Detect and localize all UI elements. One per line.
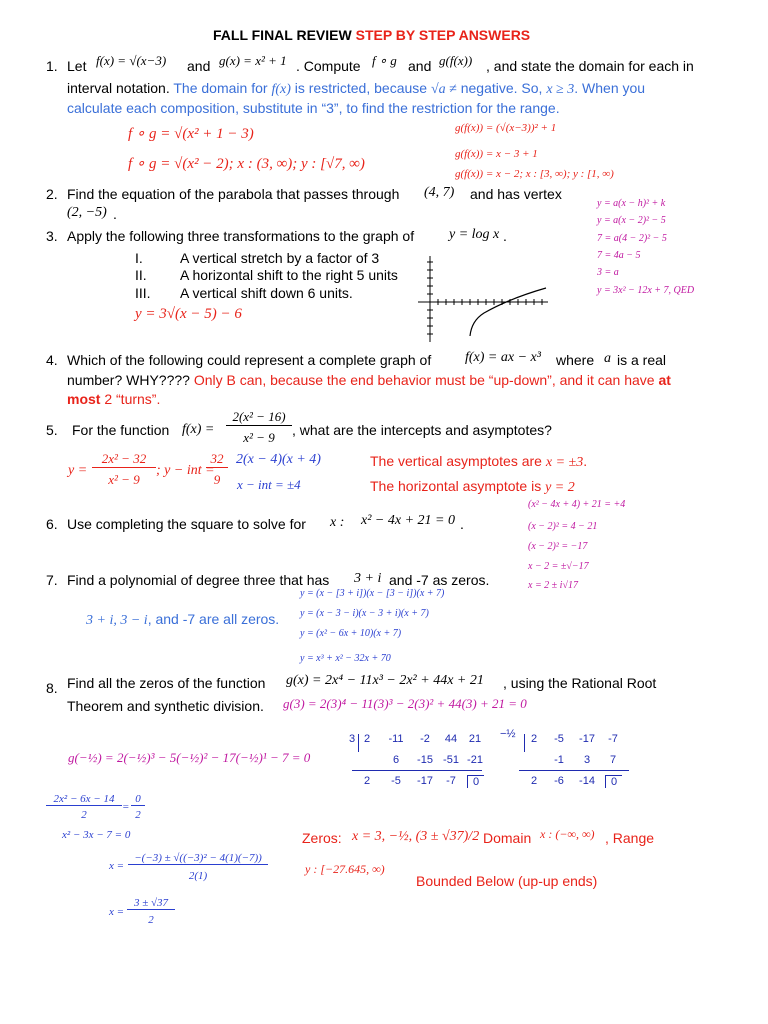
- q4-most: most: [67, 391, 101, 407]
- q5-yint-denominator: 9: [213, 472, 221, 487]
- q2-work-1: y = a(x − 2)² − 5: [597, 215, 666, 226]
- q7-work-2: y = (x² − 6x + 10)(x + 7): [300, 628, 402, 639]
- q7-work-0: y = (x − [3 + i])(x − [3 − i])(x + 7): [300, 588, 445, 599]
- q3-dot: .: [503, 228, 507, 244]
- q7-zero-2: , 3 − i: [113, 613, 148, 628]
- q1-line2-c: f(x): [271, 82, 291, 97]
- syn2-r1-3: -7: [608, 733, 618, 745]
- q8-function: g(x) = 2x⁴ − 11x³ − 2x² + 44x + 21: [286, 673, 484, 688]
- q5-horizontal-asymptote: [370, 478, 575, 496]
- q5-number: 5.: [46, 422, 58, 438]
- q5-va-text: The vertical asymptotes are: [370, 453, 542, 469]
- q1-gwork3: g(f(x)) = x − 2; x : [3, ∞); y : [1, ∞): [455, 168, 614, 180]
- q1-line2: [67, 80, 645, 98]
- title-main: FALL FINAL REVIEW: [213, 27, 356, 43]
- q8-quad-numerator: 2x² − 6x − 14: [46, 793, 122, 806]
- q8-number: 8.: [46, 680, 58, 696]
- q8-quad2: x² − 3x − 7 = 0: [62, 829, 131, 841]
- q4-line3: [67, 391, 160, 407]
- q2-work-3: 7 = 4a − 5: [597, 250, 641, 261]
- q8-qf-denominator: 2(1): [188, 870, 208, 882]
- q3-item-2: A horizontal shift to the right 5 units: [180, 267, 398, 283]
- q8-qf-lhs: x =: [109, 860, 125, 872]
- q8-quad-rhs-denominator: 2: [135, 809, 141, 821]
- q1-number: 1.: [46, 58, 58, 74]
- q2-work-0: y = a(x − h)² + k: [597, 198, 666, 209]
- q2-vertex-value: (2, −5): [67, 205, 107, 220]
- q1-line2-b: The domain for: [173, 80, 268, 96]
- syn1-root: 3: [349, 733, 356, 745]
- q4-text: Which of the following could represent a complete graph of: [67, 352, 432, 368]
- q1-line3: calculate each composition, substitute in “3”, to find the restriction for the range.: [67, 100, 560, 116]
- q6-number: 6.: [46, 516, 58, 532]
- q6-work-0: (x² − 4x + 4) + 21 = +4: [528, 499, 626, 510]
- q4-number: 4.: [46, 352, 58, 368]
- q1-and1: and: [187, 58, 211, 74]
- syn1-r3-0: 2: [363, 775, 371, 787]
- syn2-r3-2: -14: [579, 775, 595, 787]
- syn1-r1-1: -11: [388, 733, 404, 745]
- q4-a: a: [604, 351, 611, 366]
- q5-factored: 2(x − 4)(x + 4): [236, 452, 321, 467]
- q1-work1: f ∘ g = √(x² + 1 − 3): [128, 126, 254, 142]
- q8-qf-numerator: −(−3) ± √((−3)² − 4(1)(−7)): [128, 852, 268, 865]
- q5-yint-numerator: 32: [206, 451, 228, 468]
- q4-real: is a real: [617, 352, 667, 368]
- q8-line2: Theorem and synthetic division.: [67, 698, 264, 714]
- syn1-r2-1: 6: [392, 754, 400, 766]
- syn1-r3-1: -5: [391, 775, 401, 787]
- q1-g-def: g(x) = x² + 1: [219, 53, 287, 68]
- q2-vertex: and has vertex: [470, 186, 562, 202]
- q3-item-1-num: I.: [135, 250, 143, 266]
- q8-zeros-label: Zeros:: [302, 830, 342, 846]
- q2-dot: .: [113, 206, 117, 222]
- q8-quad-equals: =: [122, 801, 130, 813]
- q5-va-value: x = ±3: [545, 455, 584, 470]
- q8-bounded: Bounded Below (up-up ends): [416, 873, 598, 889]
- syn2-r1-2: -17: [579, 733, 595, 745]
- syn2-remainder: 0: [605, 775, 622, 788]
- syn2-r2-2: 3: [583, 754, 591, 766]
- q2-work-5: y = 3x² − 12x + 7, QED: [597, 285, 695, 296]
- q4-where: where: [556, 352, 595, 368]
- q8-qf2-lhs: x =: [109, 906, 125, 918]
- q3-item-1: A vertical stretch by a factor of 3: [180, 250, 380, 266]
- q1-f-def: f(x) = √(x−3): [96, 53, 167, 68]
- q1-gwork1: g(f(x)) = (√(x−3))² + 1: [455, 122, 557, 134]
- q7-number: 7.: [46, 572, 58, 588]
- q5-vertical-asymptote: [370, 453, 587, 471]
- q3-answer: y = 3√(x − 5) − 6: [135, 306, 242, 322]
- q7-zero-3: , and -7 are all zeros.: [147, 611, 280, 627]
- q4-explanation: Only B can, because the end behavior must be “up-down”, and it can have: [189, 372, 659, 388]
- q4-function: f(x) = ax − x³: [465, 350, 541, 365]
- syn2-r2-3: 7: [609, 754, 617, 766]
- q5-va-dot: .: [583, 453, 588, 469]
- q5-y-denominator: x² − 9: [108, 472, 140, 487]
- q6-work-4: x = 2 ± i√17: [528, 580, 578, 591]
- q5-fn-numerator: 2(x² − 16): [226, 409, 292, 426]
- q8-range-value: y : [−27.645, ∞): [305, 862, 385, 876]
- q1-line2-d: is restricted, because: [294, 80, 428, 96]
- q4-why: number? WHY????: [67, 372, 190, 388]
- q5-y-numerator: 2x² − 32: [92, 451, 156, 468]
- q5-yint-label: ; y − int =: [156, 463, 215, 478]
- q8-domain-value: x : (−∞, ∞): [540, 827, 595, 841]
- q1-line2-g: x ≥ 3: [546, 82, 575, 97]
- syn2-line: [519, 770, 629, 771]
- syn1-r1-3: 44: [444, 733, 458, 745]
- q6-work-2: (x − 2)² = −17: [528, 541, 588, 552]
- q8-g3: g(3) = 2(3)⁴ − 11(3)³ − 2(3)² + 44(3) + 21 = 0: [283, 696, 527, 711]
- q3-text: Apply the following three transformations to the graph of: [67, 228, 415, 244]
- q5-fn-left: f(x) =: [182, 422, 215, 437]
- syn1-r2-4: -21: [467, 754, 483, 766]
- q3-item-3: A vertical shift down 6 units.: [180, 285, 353, 301]
- q2-work-2: 7 = a(4 − 2)² − 5: [597, 233, 667, 244]
- q5-text: For the function: [72, 422, 170, 438]
- q6-text: Use completing the square to solve for: [67, 516, 306, 532]
- q6-work-3: x − 2 = ±√−17: [528, 561, 589, 572]
- q3-number: 3.: [46, 228, 58, 244]
- page-title: [213, 27, 530, 43]
- q3-graph: [418, 256, 550, 344]
- q1-fog: f ∘ g: [372, 53, 397, 68]
- q6-dot: .: [460, 516, 464, 532]
- q3-item-2-num: II.: [135, 267, 147, 283]
- syn1-remainder: 0: [467, 775, 484, 788]
- q2-work-4: 3 = a: [597, 267, 619, 278]
- syn1-r1-2: -2: [420, 733, 430, 745]
- syn1-r3-2: -17: [417, 775, 433, 787]
- syn2-r1-1: -5: [554, 733, 564, 745]
- q7-work-3: y = x³ + x² − 32x + 70: [300, 653, 391, 664]
- q6-work-1: (x − 2)² = 4 − 21: [528, 521, 598, 532]
- syn2-r2-1: -1: [554, 754, 564, 766]
- q3-graph-curve: [470, 288, 546, 336]
- syn1-r1-4: 21: [468, 733, 482, 745]
- q4-at: at: [658, 372, 671, 388]
- syn1-r1-0: 2: [363, 733, 371, 745]
- q3-item-3-num: III.: [135, 285, 151, 301]
- q1-gwork2: g(f(x)) = x − 3 + 1: [455, 148, 538, 160]
- syn1-line: [352, 770, 482, 771]
- q1-and2: and: [408, 58, 432, 74]
- q6-var: x :: [330, 515, 345, 530]
- syn2-r1-0: 2: [530, 733, 538, 745]
- q2-text: Find the equation of the parabola that passes through: [67, 186, 400, 202]
- q1-let: Let: [67, 58, 87, 74]
- q8-qf2-denominator: 2: [148, 914, 154, 926]
- title-highlight: STEP BY STEP ANSWERS: [355, 27, 531, 43]
- q2-point: (4, 7): [424, 185, 455, 200]
- syn2-r3-0: 2: [530, 775, 538, 787]
- q1-line2-a: interval notation.: [67, 80, 174, 96]
- q1-work2: f ∘ g = √(x² − 2); x : (3, ∞); y : [√7, ∞): [128, 156, 365, 172]
- q4-line2: [67, 372, 671, 388]
- q1-line2-e: √a ≠: [430, 82, 457, 97]
- q7-zero-1: 3 + i: [86, 613, 114, 628]
- q8-quad-denominator: 2: [81, 809, 87, 821]
- q7-zero: 3 + i: [354, 571, 382, 586]
- q8-g-half: g(−½) = 2(−½)³ − 5(−½)² − 17(−½)¹ − 7 = 0: [68, 750, 311, 765]
- q7-all-zeros: [86, 611, 279, 629]
- q8-qf2-numerator: 3 ± √37: [127, 897, 175, 910]
- q1-state: , and state the domain for each in: [486, 58, 694, 74]
- q7-and: and -7 as zeros.: [389, 572, 490, 588]
- q8-range-label: , Range: [605, 830, 655, 846]
- q8-quad-rhs-numerator: 0: [131, 793, 145, 806]
- q5-x-intercepts: x − int = ±4: [237, 477, 301, 492]
- q1-compute: . Compute: [296, 58, 361, 74]
- q3-graph-ticks: [427, 262, 542, 334]
- q5-question: , what are the intercepts and asymptotes?: [292, 422, 552, 438]
- q8-domain-label: Domain: [483, 830, 532, 846]
- q8-text2: , using the Rational Root: [503, 675, 657, 691]
- q1-line2-h: . When you: [574, 80, 646, 96]
- q8-zeros-value: x = 3, −½, (3 ± √37)/2: [352, 829, 480, 844]
- q5-fn-denominator: x² − 9: [243, 430, 275, 445]
- q7-work-1: y = (x − 3 − i)(x − 3 + i)(x + 7): [300, 608, 429, 619]
- q3-function: y = log x: [449, 227, 500, 242]
- syn2-root: −½: [500, 728, 516, 740]
- q6-equation: x² − 4x + 21 = 0: [361, 513, 455, 528]
- syn2-r3-1: -6: [554, 775, 564, 787]
- syn1-r2-2: -15: [417, 754, 433, 766]
- syn1-r2-3: -51: [443, 754, 459, 766]
- q1-gf: g(f(x)): [439, 53, 473, 68]
- q4-turns: 2 “turns”.: [100, 391, 161, 407]
- q8-text: Find all the zeros of the function: [67, 675, 266, 691]
- q1-line2-f: negative. So,: [460, 80, 543, 96]
- q2-number: 2.: [46, 186, 58, 202]
- q5-y-lhs: y =: [68, 463, 88, 478]
- q5-ha-value: y = 2: [545, 480, 575, 495]
- syn1-r3-3: -7: [446, 775, 456, 787]
- q5-ha-text: The horizontal asymptote is: [370, 478, 542, 494]
- q7-text: Find a polynomial of degree three that has: [67, 572, 330, 588]
